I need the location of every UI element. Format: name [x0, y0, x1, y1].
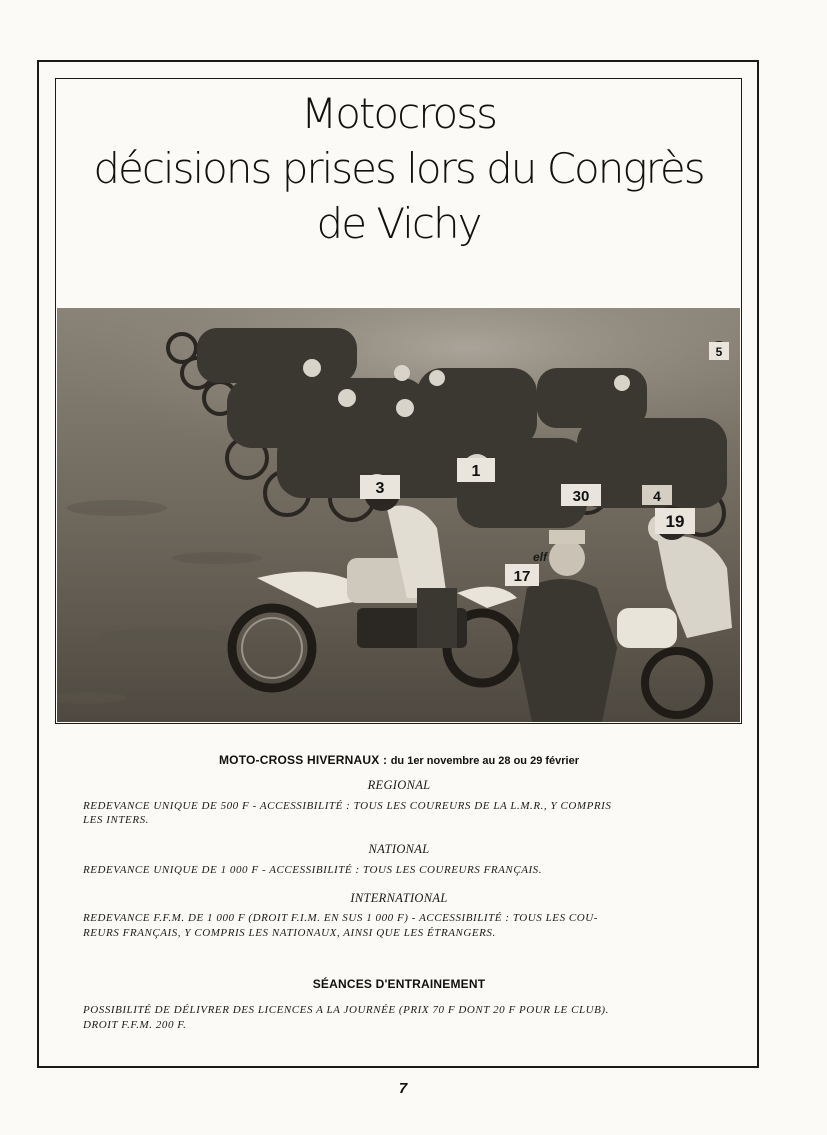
international-line-1: REDEVANCE F.F.M. DE 1 000 F (DROIT F.I.M. EN SUS 1 000 F) - ACCESSIBILITÉ : TOUS LES COU-: [83, 912, 599, 924]
motocross-photo: [57, 308, 740, 722]
page-title: [57, 86, 740, 251]
winter-heading: [83, 753, 715, 767]
page-number: 7: [398, 1080, 408, 1097]
rider-number-3: 3: [375, 480, 385, 497]
title-line-1: Motocross: [301, 89, 496, 138]
national-line-1: REDEVANCE UNIQUE DE 1 000 F - ACCESSIBILITÉ : TOUS LES COUREURS FRANÇAIS.: [83, 864, 543, 876]
international-line-2: REURS FRANÇAIS, Y COMPRIS LES NATIONAUX, AINSI QUE LES ÉTRANGERS.: [83, 927, 496, 939]
rider-number-1: 1: [471, 463, 481, 480]
winter-heading-dates: du 1er novembre au 28 ou 29 février: [390, 755, 580, 767]
rider-number-30: 30: [572, 488, 590, 505]
rider-number-19: 19: [665, 512, 685, 531]
training-line-2: DROIT F.F.M. 200 F.: [83, 1019, 187, 1031]
national-heading: NATIONAL: [368, 842, 430, 856]
training-line-1: POSSIBILITÉ DE DÉLIVRER DES LICENCES A LA JOURNÉE (PRIX 70 F DONT 20 F POUR LE CLUB).: [83, 1004, 609, 1016]
regional-line-1: REDEVANCE UNIQUE DE 500 F - ACCESSIBILITÉ : TOUS LES COUREURS DE LA L.M.R., Y COMPRIS: [83, 800, 612, 812]
international-heading: INTERNATIONAL: [350, 891, 448, 905]
rider-number-17: 17: [513, 568, 531, 585]
rider-number-4: 4: [653, 488, 661, 504]
rider-number-5: 5: [715, 345, 723, 359]
elf-banner-text: elf: [533, 550, 548, 564]
title-line-2: décisions prises lors du Congrès: [93, 144, 704, 193]
regional-heading: REGIONAL: [367, 778, 431, 792]
regional-line-2: LES INTERS.: [83, 814, 149, 826]
title-line-3: de Vichy: [316, 199, 481, 248]
training-heading: SÉANCES D'ENTRAINEMENT: [312, 977, 486, 991]
winter-heading-label: MOTO-CROSS HIVERNAUX :: [218, 753, 388, 767]
